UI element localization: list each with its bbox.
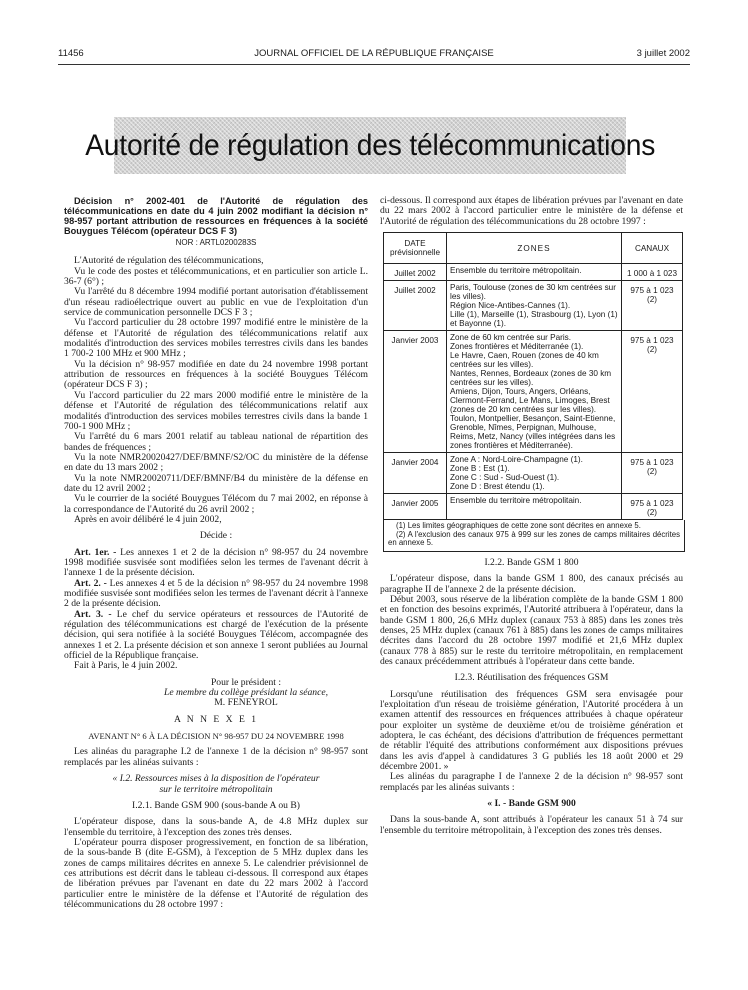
table-row [384,331,683,453]
row-zones [447,331,622,453]
zone-line: Zone C : Sud - Sud-Ouest (1). [450,473,560,483]
subsection-paragraph: Les alinéas du paragraphe I de l'annexe 2 de la décision n° 98-957 sont remplacés par les alinéas suivants : [380,771,683,793]
row-canaux: 975 à 1 023 (2) [622,494,683,520]
row-zones [447,264,622,281]
zone-line: Toulon, Montpellier, Besançon, Saint-Etienne, Grenoble, Nîmes, Perpignan, Mulhouse, Reims, Metz, Nancy (villes intégrées dans les zones frontières et Méditerranée). [450,414,616,451]
decide-label: Décide : [199,530,233,542]
table-header-canaux: CANAUX [622,233,683,264]
decision-heading: Décision n° 2002-401 de l'Autorité de régulation des télécommunications en date du 4 juin 2002 modifiant la décision n° 98-957 portant attribution de ressources en fréquences à la société Bouygues Télécom (opérateur DCS F 3) [64,196,368,236]
visa-paragraph: Vu la note NMR20020427/DEF/BMNF/S2/OC du ministère de la défense en date du 13 mars 2002 ; [64,451,368,474]
article-text: Les annexes 1 et 2 de la décision n° 98-957 du 24 novembre 1998 modifiée susvisée sont modifiées selon les termes de l'avenant décrit à l'annexe 1 de la présente décision. [64,546,368,579]
done-at: Fait à Paris, le 4 juin 2002. [74,660,178,672]
visa-paragraph: Vu le code des postes et télécommunications, et en particulier son article L. 36-7 (6°) ; [64,265,368,288]
visa-paragraph: L'Autorité de régulation des télécommunications, [74,255,264,267]
article-1 [64,548,368,579]
row-canaux: 975 à 1 023 (2) [622,281,683,331]
row-date: Janvier 2005 [384,494,447,520]
zone-line: Ensemble du territoire métropolitain. [450,496,582,506]
page-number: 11456 [58,48,84,59]
table-header-zones: ZONES [447,233,622,264]
signature-intro: Pour le président : [210,676,282,688]
left-column [64,196,369,910]
row-date: Janvier 2003 [384,331,447,453]
table-row [384,264,683,281]
section-title-line1: « I.2. Ressources mises à la disposition de l'opérateur [112,773,320,785]
article-3 [64,610,368,662]
table-note: (1) Les limites géographiques de cette zone sont décrites en annexe 5. [396,521,641,531]
article-label: Art. 2. - [74,577,107,589]
visa-paragraph: Vu l'accord particulier du 28 octobre 1997 modifié entre le ministère de la défense et l'Autorité de régulation des télécommunications relatif aux modalités d'introduction des services mobiles terrestres civils dans les bandes 1 700-2 100 MHz et 900 MHz ; [64,317,368,360]
continued-paragraph: ci-dessous. Il correspond aux étapes de libération prévues par l'avenant en date du 22 mars 2002 à l'accord particulier entre le ministère de la défense et l'Autorité de régulation des télécommunications du 28 octobre 1997 : [380,195,683,227]
subsection-reuse-title: I.2.3. Réutilisation des fréquences GSM [454,672,609,684]
zone-line: Région Nice-Antibes-Cannes (1). [450,301,571,311]
row-canaux: 975 à 1 023 (2) [622,453,683,494]
subsection-paragraph: L'opérateur dispose, dans la sous-bande A, de 4.8 MHz duplex sur l'ensemble du territoire, à l'exception des zones très denses. [64,816,368,838]
zone-line: Le Havre, Caen, Rouen (zones de 40 km centrées sur les villes). [450,351,599,370]
zone-line: Amiens, Dijon, Tours, Angers, Orléans, Clermont-Ferrand, Le Mans, Limoges, Brest (zones de 20 km centrées sur les villes). [450,387,610,415]
nor-reference: NOR : ARTL0200283S [175,238,257,247]
subsection-gsm1800-title: I.2.2. Bande GSM 1 800 [484,556,579,568]
table-notes [383,520,685,552]
article-label: Art. 1er. - [74,546,117,558]
row-canaux: 1 000 à 1 023 [622,264,683,281]
zone-line: Zone B : Est (1). [450,464,510,474]
header-rule [58,64,690,65]
visa-paragraph: Vu le courrier de la société Bouygues Télécom du 7 mai 2002, en réponse à la correspondance de l'Autorité du 26 avril 2002 ; [64,493,368,515]
gsm900-paragraph: Dans la sous-bande A, sont attribués à l'opérateur les canaux 51 à 74 sur l'ensemble du territoire métropolitain, à l'exception des zones très denses. [380,814,683,836]
visa-paragraph: Vu l'accord particulier du 22 mars 2000 modifié entre le ministère de la défense et l'Autorité de régulation des télécommunications relatif aux modalités d'introduction des services mobiles terrestres civils dans la bande 1 700-1 900 MHz ; [64,389,368,432]
table-header-date: DATE prévisionnelle [384,233,447,264]
table-header-row [384,233,683,264]
visa-paragraph: Vu l'arrêté du 6 mars 2001 relatif au tableau national de répartition des bandes de fréquences ; [64,431,368,453]
zone-line: Ensemble du territoire métropolitain. [450,266,582,276]
subsection-gsm900-title: I.2.1. Bande GSM 900 (sous-bande A ou B) [132,799,300,811]
section-banner [85,117,655,174]
row-date: Janvier 2004 [384,453,447,494]
article-2 [64,579,368,610]
issue-date: 3 juillet 2002 [636,48,690,59]
row-zones [447,281,622,331]
zone-line: Lille (1), Marseille (1), Strasbourg (1), Lyon (1) et Bayonne (1). [450,310,618,329]
subsection-paragraph: Lorsqu'une réutilisation des fréquences GSM sera envisagée pour l'exploitation d'un réseau de troisième génération, l'Autorité procédera à un examen attentif des ressources en fréquences attribuées à chaque opérateur pour exploiter un système de deuxième et/ou de troisième génération et adoptera, le cas échéant, des décisions d'attribution de fréquences permettant de rétablir l'équité des attributions conformément aux dispositions prévues dans les avis d'appel à candidatures 3 G publiés les 18 août 2000 et 29 décembre 2001. » [380,688,683,772]
banner-title: Autorité de régulation des télécommunications [85,128,655,162]
section-title-line2: sur le territoire métropolitain [159,783,273,795]
visa-paragraph: Vu l'arrêté du 8 décembre 1994 modifié portant autorisation d'établissement d'un réseau radioélectrique ouvert au public en vue de l'exploitation d'un service de communication personnelle DCS F 3 ; [64,286,368,319]
annex-title: A N N E X E 1 [173,713,259,725]
row-canaux: 975 à 1 023 (2) [622,331,683,453]
zone-line: Zone de 60 km centrée sur Paris. [450,333,572,343]
gsm900-title: « I. - Bande GSM 900 [487,798,576,810]
annex-intro: Les alinéas du paragraphe I.2 de l'annexe 1 de la décision n° 98-957 sont remplacés par les alinéas suivants : [64,746,368,768]
table-row [384,281,683,331]
article-text: Les annexes 4 et 5 de la décision n° 98-957 du 24 novembre 1998 modifiée susvisée sont modifiées selon les termes de l'avenant décrit à l'annexe 2 de la présente décision. [64,577,369,610]
article-text: Le chef du service opérateurs et ressources de l'Autorité de régulation des télécommunications est chargé de l'exécution de la présente décision, qui sera notifiée à la société Bouygues Télécom, accompagnée des annexes 1 et 2. La présente décision et son annexe 1 seront publiées au Journal officiel de la République française. [64,608,368,662]
row-date: Juillet 2002 [384,264,447,281]
visa-paragraph: Vu la décision n° 98-957 modifiée en date du 24 novembre 1998 portant attribution de ressources en fréquences à la société Bouygues Télécom (opérateur DCS F 3) ; [64,358,368,391]
calendar-table [383,232,683,520]
signature-role: Le membre du collège présidant la séance, [163,687,329,699]
table-row [384,494,683,520]
zone-line: Nantes, Rennes, Bordeaux (zones de 30 km centrées sur les villes). [450,369,612,388]
zone-line: Paris, Toulouse (zones de 30 km centrées sur les villes). [450,283,616,302]
zone-line: Zones frontières et Méditerranée (1). [450,342,584,352]
table-note: (2) A l'exclusion des canaux 975 à 999 sur les zones de camps militaires décrites en annexe 5. [388,529,680,548]
article-label: Art. 3. - [74,608,112,620]
visa-paragraph: Après en avoir délibéré le 4 juin 2002, [74,513,222,525]
page-header [58,48,690,62]
subsection-paragraph: Début 2003, sous réserve de la libération complète de la bande GSM 1 800 et en fonction des besoins exprimés, l'Autorité attribuera à l'opérateur, dans la bande GSM 1 800, 26,6 MHz duplex (canaux 753 à 885) dans les zones très denses, 25 MHz duplex (canaux 761 à 885) dans les zones de camps militaires décrites dans l'accord du 28 octobre 1997 modifié et 21,6 MHz duplex (canaux 778 à 885) sur le reste du territoire métropolitain, en remplacement des canaux précédemment attribués à l'opérateur dans cette bande. [380,593,683,667]
row-zones [447,494,622,520]
row-zones [447,453,622,494]
subsection-paragraph: L'opérateur dispose, dans la bande GSM 1 800, des canaux précisés au paragraphe II de l'annexe 2 de la présente décision. [380,573,683,595]
signature-name: M. FENEYROL [214,697,278,709]
zone-line: Zone D : Brest étendu (1). [450,482,545,492]
zone-line: Zone A : Nord-Loire-Champagne (1). [450,455,583,465]
journal-title: JOURNAL OFFICIEL DE LA RÉPUBLIQUE FRANÇAISE [254,48,494,59]
right-column [380,196,683,836]
row-date: Juillet 2002 [384,281,447,331]
visa-paragraph: Vu la note NMR20020711/DEF/BMNF/B4 du ministère de la défense en date du 12 avril 2002 ; [64,472,368,494]
subsection-paragraph: L'opérateur pourra disposer progressivement, en fonction de sa libération, de la sous-bande B (dite E-GSM), à l'exception de 5 MHz duplex dans les zones de camps militaires décrites en annexe 5. Le calendrier prévisionnel de ces attributions est décrit dans le tableau ci-dessous. Il correspond aux étapes de libération prévues par l'avenant en date du 22 mars 2002 à l'accord particulier entre le ministère de la défense et l'Autorité de régulation des télécommunications du 28 octobre 1997 : [64,836,368,910]
table-row [384,453,683,494]
avenant-title: AVENANT N° 6 À LA DÉCISION N° 98-957 DU 24 NOVEMBRE 1998 [88,731,344,742]
